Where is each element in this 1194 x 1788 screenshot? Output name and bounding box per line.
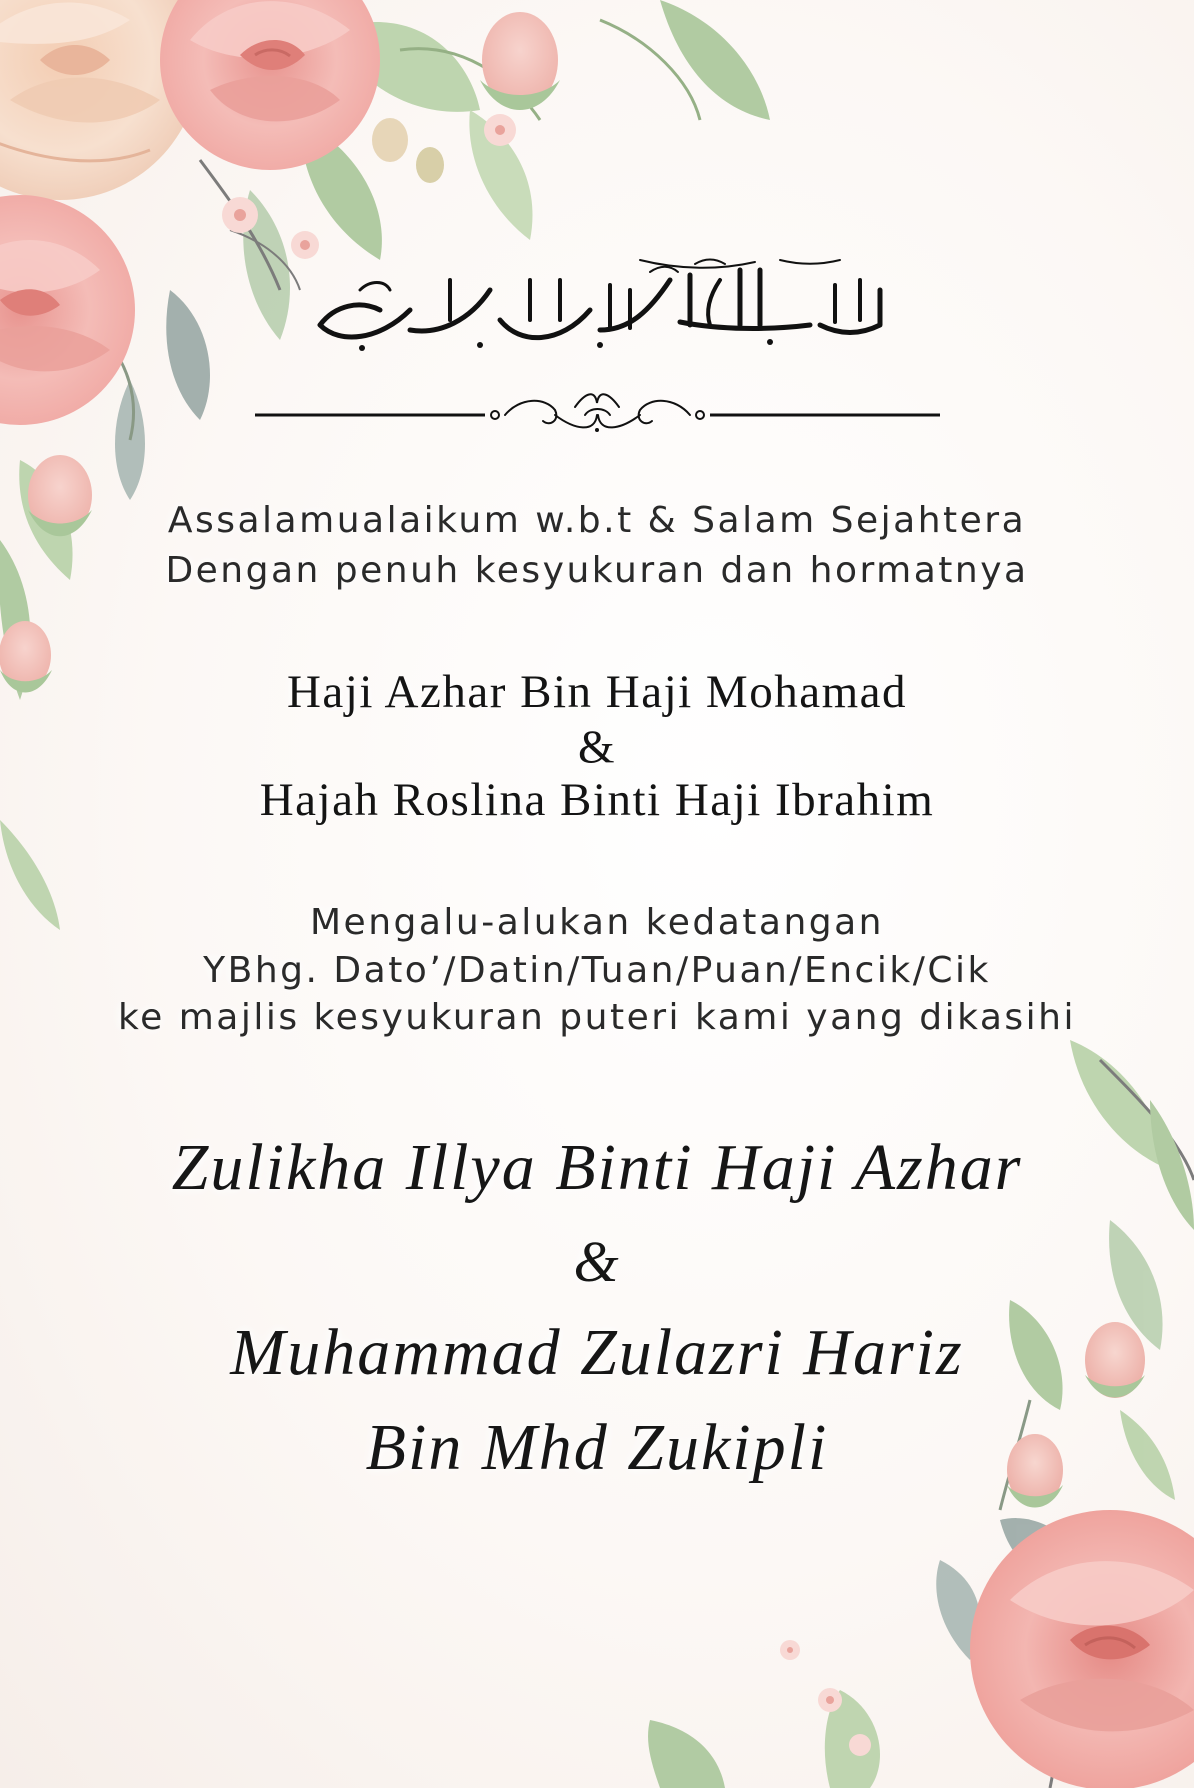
bismillah-calligraphy: [300, 250, 900, 370]
greeting-line-2: Dengan penuh kesyukuran dan hormatnya: [165, 550, 1029, 591]
invitation-line-1: Mengalu-alukan kedatangan: [309, 902, 884, 943]
pink-rose-bottom-right: [970, 1510, 1194, 1788]
ornamental-divider: [255, 385, 940, 445]
couple-ampersand: &: [573, 1229, 621, 1294]
invitation-line-3: ke majlis kesyukuran puteri kami yang dikasihi: [118, 997, 1076, 1038]
host-mother-name: Hajah Roslina Binti Haji Ibrahim: [259, 774, 935, 826]
invitation-line-2: YBhg. Dato’/Datin/Tuan/Puan/Encik/Cik: [203, 950, 991, 991]
bride-name: Zulikha Illya Binti Haji Azhar: [171, 1131, 1023, 1204]
host-father-name: Haji Azhar Bin Haji Mohamad: [286, 666, 908, 718]
greeting-line-1: Assalamualaikum w.b.t & Salam Sejahtera: [167, 500, 1027, 541]
groom-name-line-2: Bin Mhd Zukipli: [365, 1411, 829, 1484]
host-ampersand: &: [577, 721, 617, 773]
groom-name-line-1: Muhammad Zulazri Hariz: [230, 1316, 964, 1389]
